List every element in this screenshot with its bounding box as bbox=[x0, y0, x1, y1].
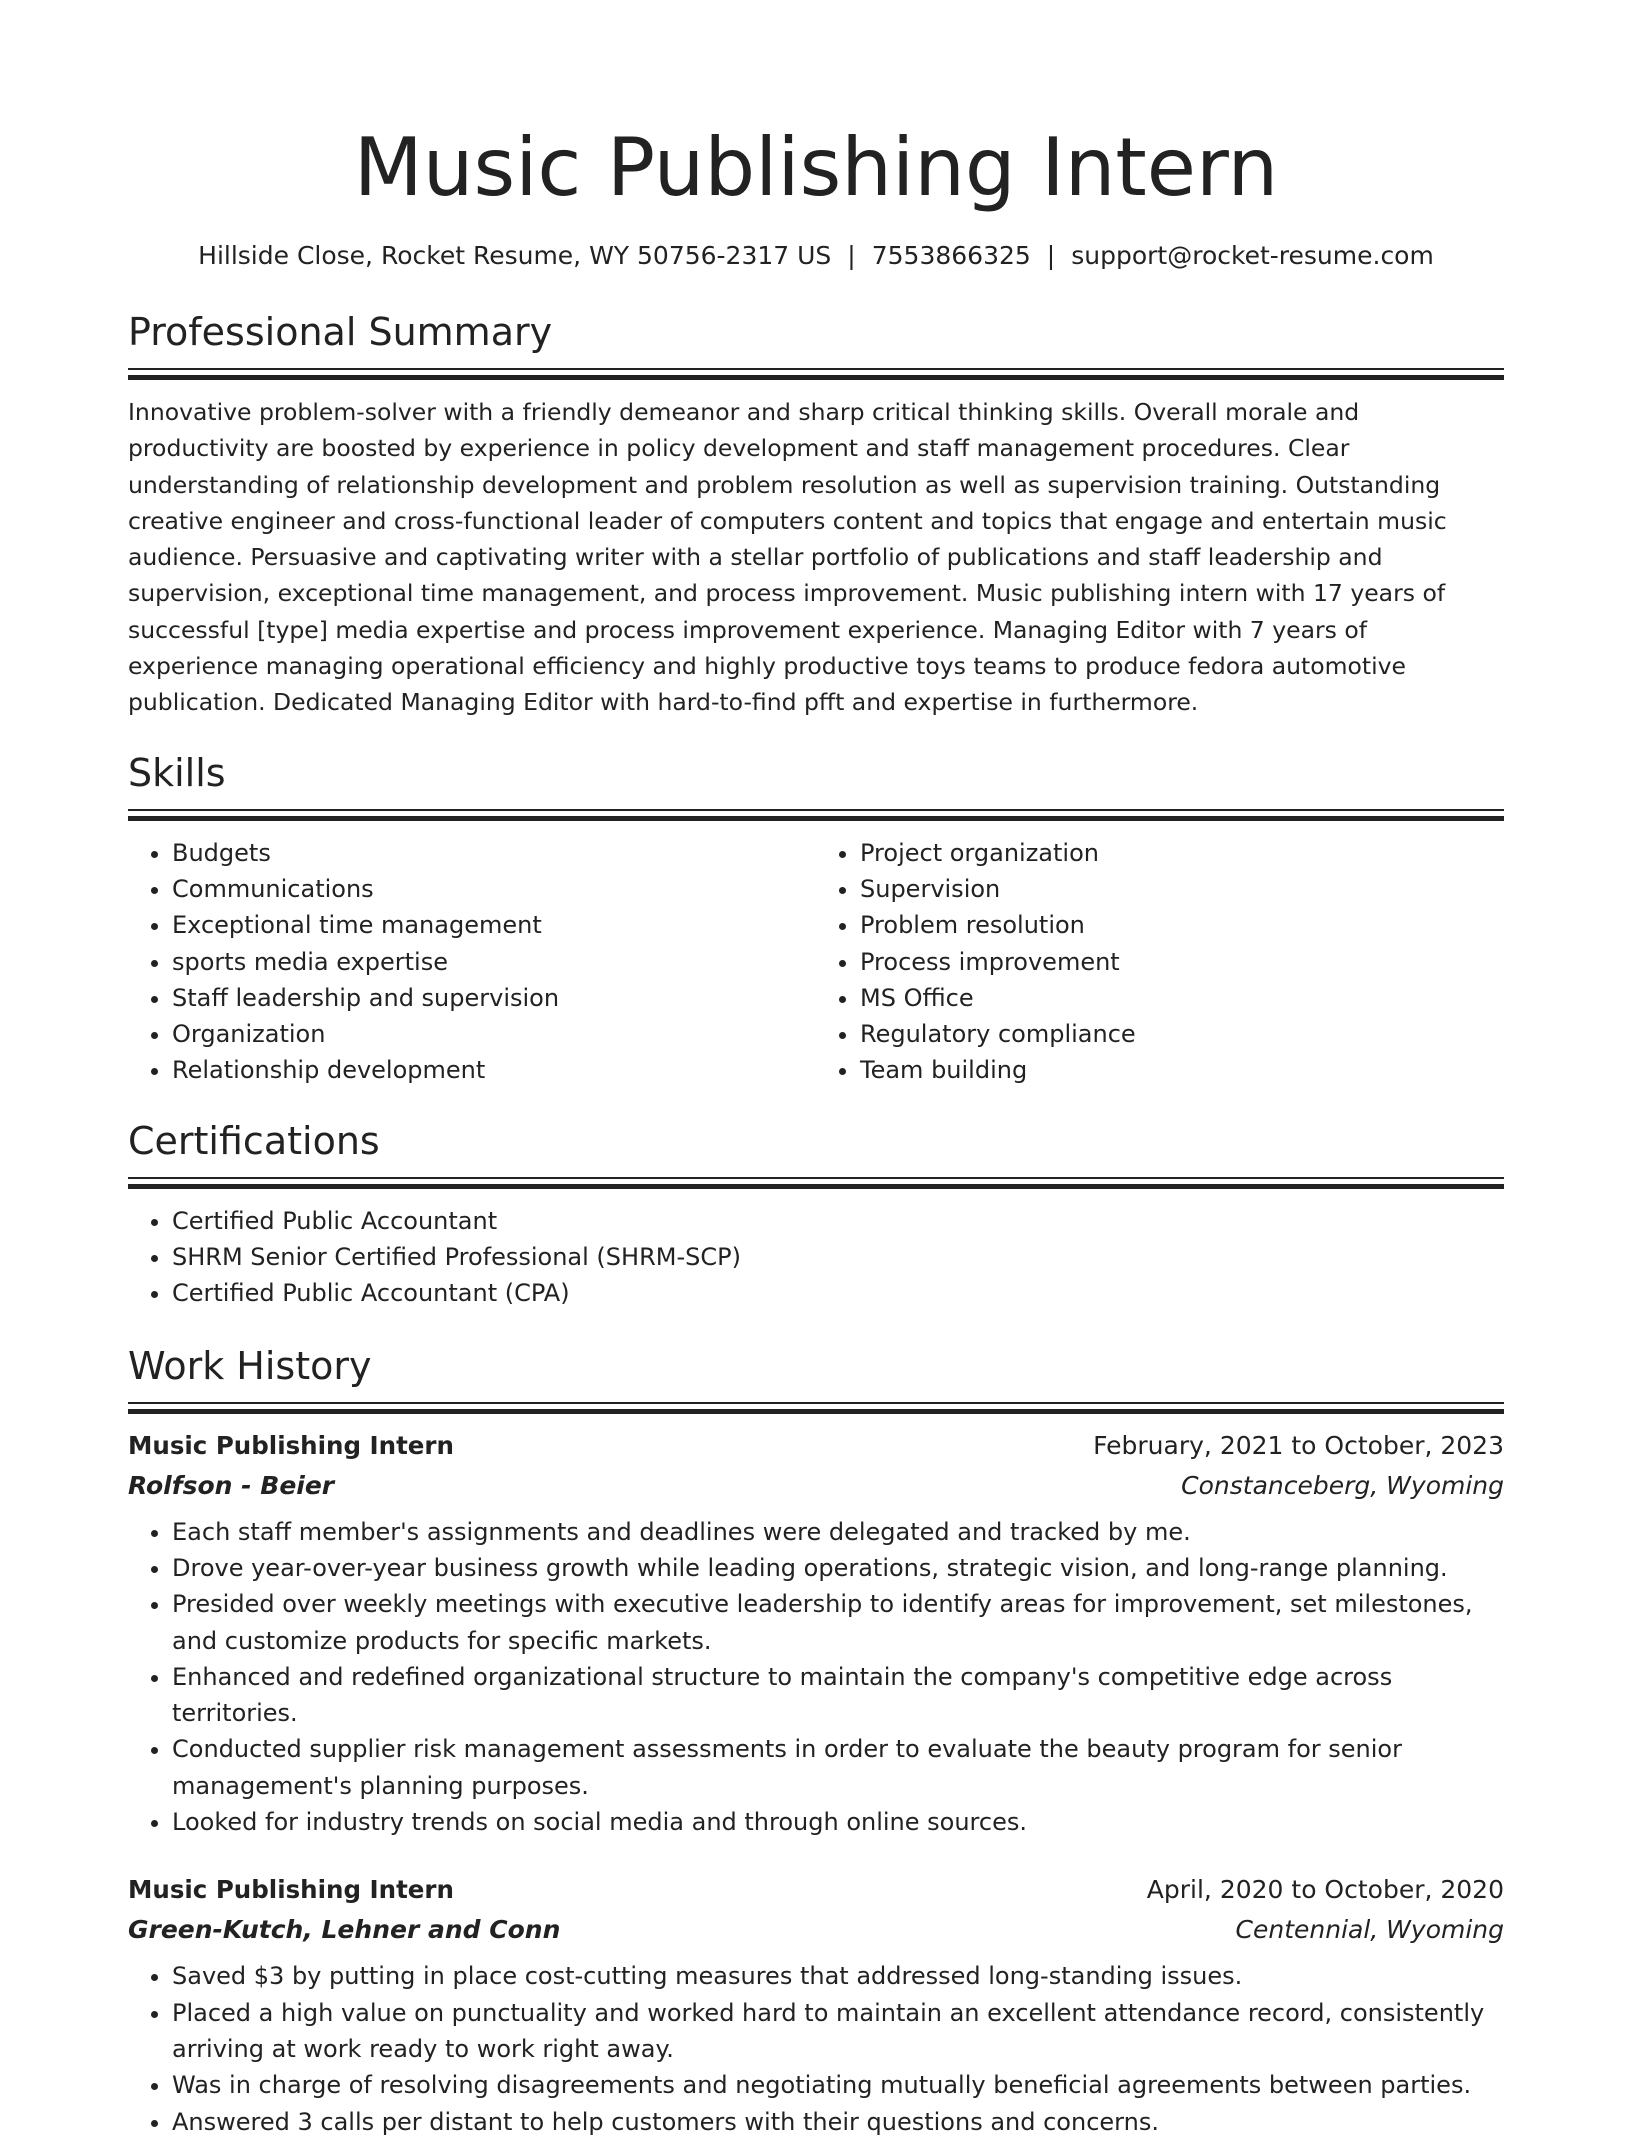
job-bullets bbox=[128, 1514, 1504, 1841]
summary-text: Innovative problem-solver with a friendly demeanor and sharp critical thinking skills. Overall morale and productivity are boosted by experience in policy development and staff management procedures. Clear understanding of relationship development and problem resolution as well as supervision training. Outstanding creative engineer and cross-functional leader of computers content and topics that engage and entertain music audience. Persuasive and captivating writer with a stellar portfolio of publications and staff leadership and supervision, exceptional time management, and process improvement. Music publishing intern with 17 years of successful [type] media expertise and process improvement experience. Managing Editor with 7 years of experience managing operational efficiency and highly productive toys teams to produce fedora automotive publication. Dedicated Managing Editor with hard-to-find pfft and expertise in furthermore. bbox=[128, 398, 1447, 717]
certification-item: • SHRM Senior Certified Professional (SHRM-SCP) bbox=[172, 1239, 1504, 1275]
job-title: Music Publishing Intern bbox=[128, 1875, 454, 1905]
section-divider bbox=[128, 809, 1504, 821]
skill-item: • Exceptional time management bbox=[172, 907, 816, 943]
job-bullet: • Saved $3 by putting in place cost-cutting measures that addressed long-standing issues. bbox=[172, 1958, 1504, 1994]
skill-item: • Project organization bbox=[860, 835, 1504, 871]
job-bullet: • Drove year-over-year business growth while leading operations, strategic vision, and long-range planning. bbox=[172, 1550, 1504, 1586]
job-bullet: • Enhanced and redefined organizational structure to maintain the company's competitive edge across territories. bbox=[172, 1659, 1504, 1732]
contact-email: support@rocket-resume.com bbox=[1071, 241, 1434, 270]
job-bullet: • Looked for industry trends on social media and through online sources. bbox=[172, 1804, 1504, 1840]
contact-address: Hillside Close, Rocket Resume, WY 50756-2317 US bbox=[198, 241, 832, 270]
summary-section bbox=[128, 306, 1504, 721]
contact-phone: 7553866325 bbox=[871, 241, 1031, 270]
skill-item: • Team building bbox=[860, 1052, 1504, 1088]
job-bullet: • Presided over weekly meetings with executive leadership to identify areas for improvement, set milestones, and customize products for specific markets. bbox=[172, 1586, 1504, 1659]
job-company: Rolfson - Beier bbox=[128, 1470, 335, 1500]
contact-separator: | bbox=[847, 241, 856, 270]
certification-item: • Certified Public Accountant (CPA) bbox=[172, 1275, 1504, 1311]
job-header bbox=[128, 1426, 1504, 1466]
job-dates: February, 2021 to October, 2023 bbox=[1093, 1430, 1504, 1460]
job-subheader bbox=[128, 1466, 1504, 1506]
job-location: Constanceberg, Wyoming bbox=[1181, 1470, 1504, 1500]
candidate-name: Music Publishing Intern bbox=[353, 121, 1279, 214]
section-title-work-history: Work History bbox=[128, 1343, 372, 1388]
skill-item: • Relationship development bbox=[172, 1052, 816, 1088]
skill-item: • Staff leadership and supervision bbox=[172, 980, 816, 1016]
section-title-skills: Skills bbox=[128, 750, 226, 795]
section-divider bbox=[128, 1402, 1504, 1414]
job-bullet: • Placed a high value on punctuality and worked hard to maintain an excellent attendance record, consistently arriving at work ready to work right away. bbox=[172, 1995, 1504, 2068]
contact-line bbox=[128, 238, 1504, 274]
job-bullet: • Was in charge of resolving disagreements and negotiating mutually beneficial agreements between parties. bbox=[172, 2067, 1504, 2103]
job-bullets bbox=[128, 1958, 1504, 2139]
job-company: Green-Kutch, Lehner and Conn bbox=[128, 1915, 561, 1945]
job-bullet: • Conducted supplier risk management assessments in order to evaluate the beauty program for senior management's planning purposes. bbox=[172, 1731, 1504, 1804]
work-history-section bbox=[128, 1340, 1504, 2140]
skill-item: • Supervision bbox=[860, 871, 1504, 907]
resume-page bbox=[128, 0, 1504, 2140]
section-divider bbox=[128, 1177, 1504, 1189]
skill-item: • Communications bbox=[172, 871, 816, 907]
job-header bbox=[128, 1870, 1504, 1910]
job-entry bbox=[128, 1426, 1504, 1841]
skills-list-left bbox=[128, 835, 816, 1089]
section-title-certifications: Certifications bbox=[128, 1118, 380, 1163]
skill-item: • Problem resolution bbox=[860, 907, 1504, 943]
skill-item: • MS Office bbox=[860, 980, 1504, 1016]
job-subheader bbox=[128, 1910, 1504, 1950]
skill-item: • sports media expertise bbox=[172, 944, 816, 980]
contact-separator: | bbox=[1046, 241, 1056, 270]
job-dates: April, 2020 to October, 2020 bbox=[1146, 1875, 1504, 1905]
skill-item: • Process improvement bbox=[860, 944, 1504, 980]
job-bullet: • Answered 3 calls per distant to help customers with their questions and concerns. bbox=[172, 2104, 1504, 2140]
section-divider bbox=[128, 368, 1504, 380]
skills-columns bbox=[128, 835, 1504, 1089]
job-entry bbox=[128, 1870, 1504, 2139]
skills-list-right bbox=[816, 835, 1504, 1089]
skill-item: • Budgets bbox=[172, 835, 816, 871]
skill-item: • Organization bbox=[172, 1016, 816, 1052]
job-location: Centennial, Wyoming bbox=[1235, 1915, 1504, 1945]
certifications-list bbox=[128, 1203, 1504, 1312]
certifications-section bbox=[128, 1115, 1504, 1312]
certification-item: • Certified Public Accountant bbox=[172, 1203, 1504, 1239]
skill-item: • Regulatory compliance bbox=[860, 1016, 1504, 1052]
job-title: Music Publishing Intern bbox=[128, 1430, 454, 1460]
section-title-summary: Professional Summary bbox=[128, 310, 553, 354]
skills-section bbox=[128, 747, 1504, 1089]
job-bullet: • Each staff member's assignments and deadlines were delegated and tracked by me. bbox=[172, 1514, 1504, 1550]
